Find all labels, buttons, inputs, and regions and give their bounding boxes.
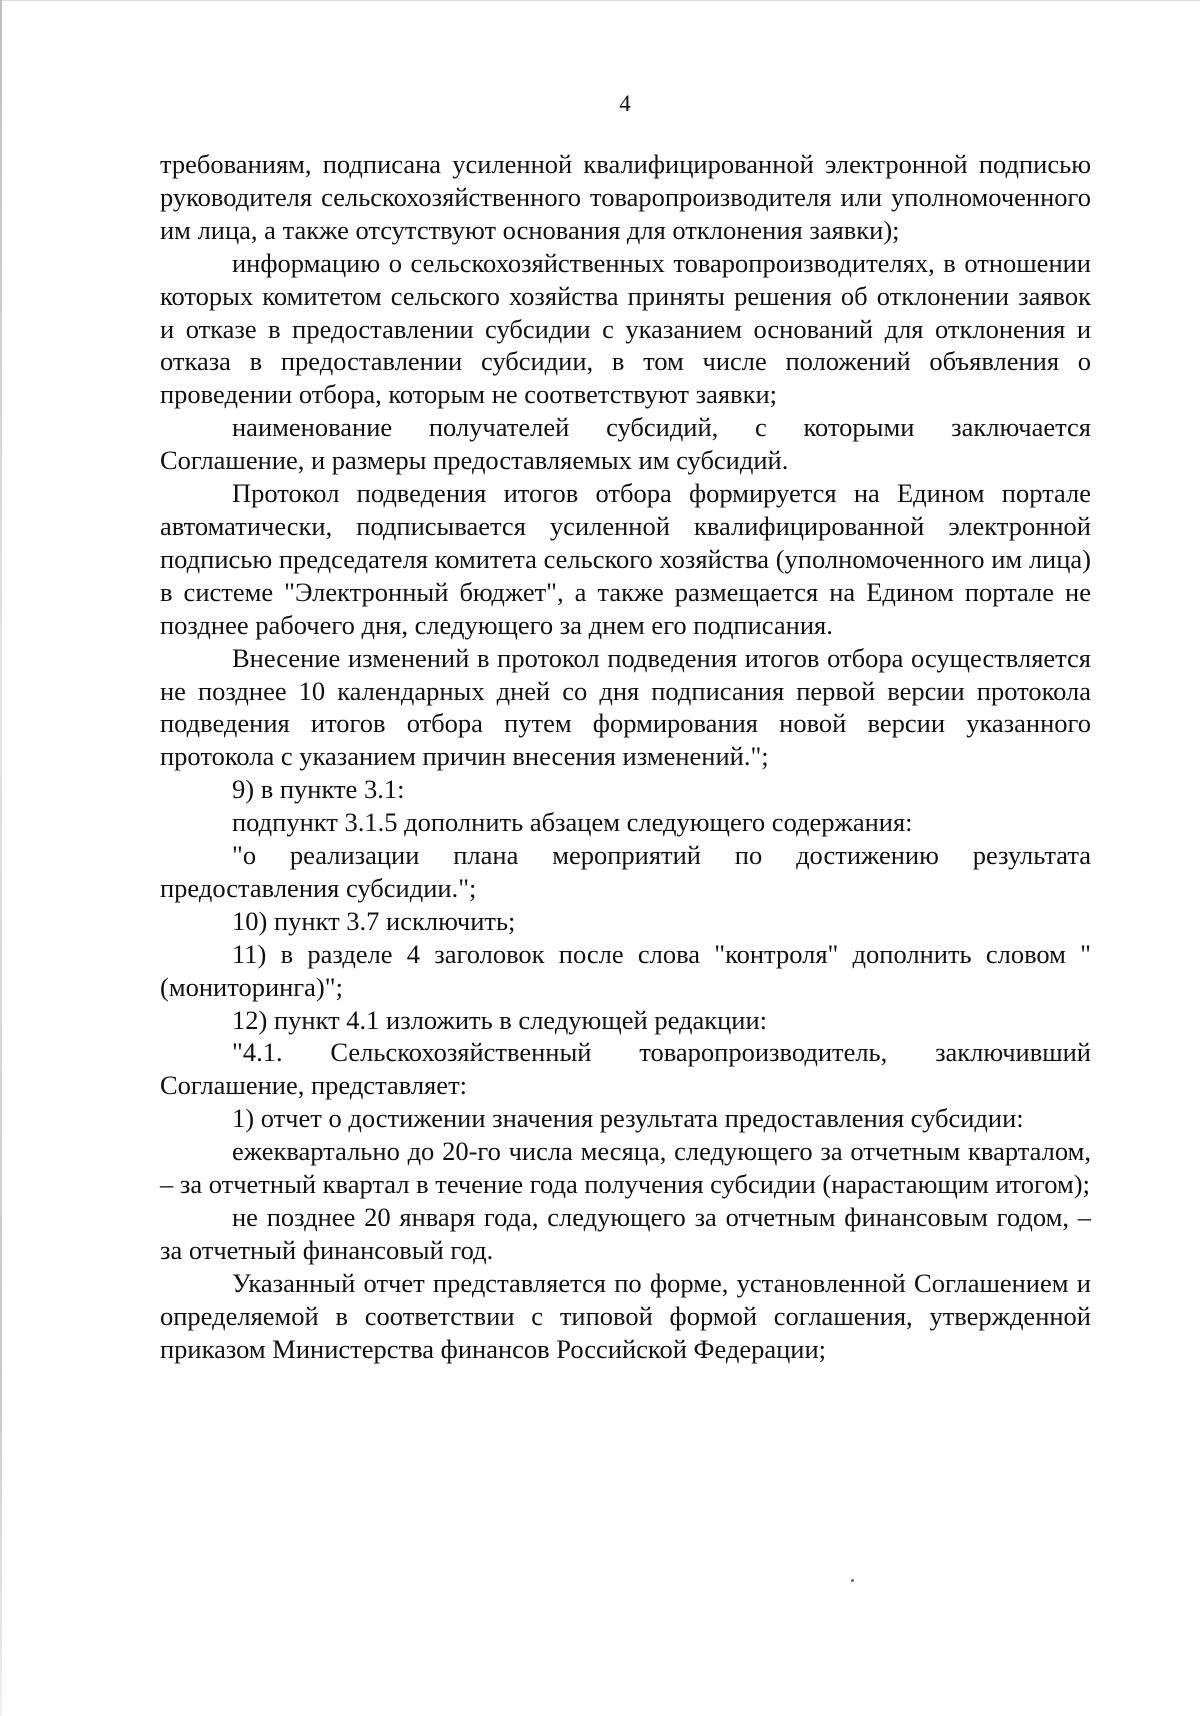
document-body	[160, 148, 1091, 1366]
paragraph-continuation: требованиям, подписана усиленной квалифицированной электронной подписью руководителя сельскохозяйственного товаропроизводителя или уполномоченного им лица, а также отсутствуют основания для отклонения заявки);	[160, 149, 1091, 245]
paragraph-annual: не позднее 20 января года, следующего за отчетным финансовым годом, – за отчетный финансовый год.	[160, 1202, 1091, 1265]
paragraph-report-form: Указанный отчет представляется по форме, установленной Соглашением и определяемой в соответствии с типовой формой соглашения, утвержденной приказом Министерства финансов Российской Федерации;	[160, 1267, 1091, 1364]
paragraph-quote-plan: "о реализации плана мероприятий по достижению результата предоставления субсидии.";	[160, 840, 1091, 903]
paragraph-item-11: 11) в разделе 4 заголовок после слова "контроля" дополнить словом "(мониторинга)";	[160, 938, 1091, 1002]
scan-edge-top	[0, 0, 1200, 1]
paragraph-protocol-changes: Внесение изменений в протокол подведения итогов отбора осуществляется не позднее 10 календарных дней со дня подписания первой версии протокола подведения итогов отбора путем формирования новой версии указанного протокола с указанием причин внесения изменений.";	[160, 642, 1091, 772]
paragraph-protocol: Протокол подведения итогов отбора формируется на Едином портале автоматически, подписывается усиленной квалифицированной электронной подписью председателя комитета сельского хозяйства (уполномоченного им лица) в системе "Электронный бюджет", а также размещается на Едином портале не позднее рабочего дня, следующего за днем его подписания.	[160, 478, 1091, 640]
paragraph-item-9: 9) в пункте 3.1:	[232, 774, 405, 805]
page-number: 4	[619, 91, 631, 116]
paragraph-report-1: 1) отчет о достижении значения результата предоставления субсидии:	[232, 1103, 1024, 1134]
paragraph-quarterly: ежеквартально до 20-го числа месяца, следующего за отчетным кварталом, – за отчетный квартал в течение года получения субсидии (нарастающим итогом);	[160, 1136, 1091, 1200]
paragraph-section-4-1: "4.1. Сельскохозяйственный товаропроизводитель, заключивший Соглашение, представляет:	[160, 1037, 1091, 1101]
paragraph-rejection-info: информацию о сельскохозяйственных товаропроизводителях, в отношении которых комитетом сельского хозяйства приняты решения об отклонении заявок и отказе в предоставлении субсидии с указанием оснований для отклонения и отказа в предоставлении субсидии, в том числе положений объявления о проведении отбора, которым не соответствуют заявки;	[160, 247, 1091, 410]
scan-edge-left	[0, 0, 2, 1716]
paragraph-recipients: наименование получателей субсидий, с которыми заключается Соглашение, и размеры предоставляемых им субсидий.	[160, 412, 1091, 476]
paragraph-subitem-3-1-5: подпункт 3.1.5 дополнить абзацем следующего содержания:	[232, 807, 913, 838]
scan-speck	[851, 1579, 854, 1582]
paragraph-item-10: 10) пункт 3.7 исключить;	[232, 905, 516, 936]
paragraph-item-12: 12) пункт 4.1 изложить в следующей редакции:	[232, 1004, 768, 1035]
